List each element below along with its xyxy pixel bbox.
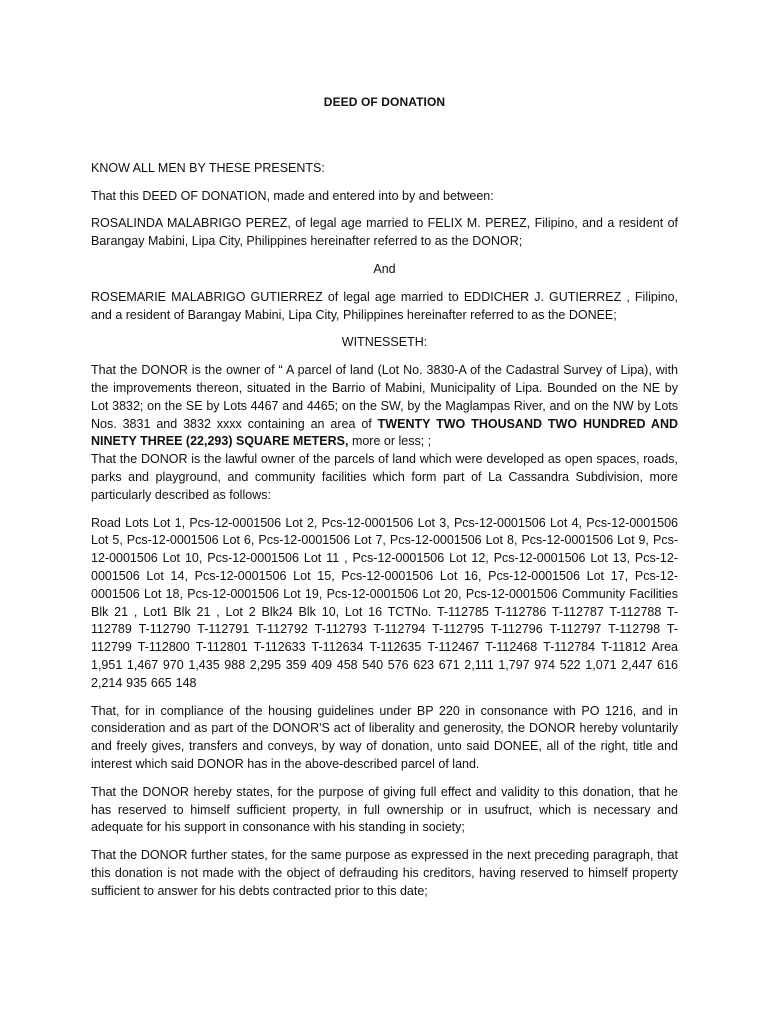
ownership-paragraph [91, 362, 678, 451]
area-bold-text: TWENTY TWO THOUSAND TWO HUNDRED AND NINETY THREE (22,293) SQUARE METERS, [91, 416, 679, 449]
donee-party-paragraph: ROSEMARIE MALABRIGO GUTIERREZ of legal age married to EDDICHER J. GUTIERREZ , Filipino, and a resident of Barangay Mabini, Lipa City, Philippines hereinafter referred to as the DONEE; [91, 289, 678, 322]
conjunction-and: And [373, 261, 396, 276]
ownership-tail: more or less; ; [348, 434, 432, 449]
reservation-paragraph: That the DONOR hereby states, for the purpose of giving full effect and validity to this donation, that he has reserved to himself sufficient property, in full ownership or in usufruct, which is necessary and adequate for his support in consonance with his standing in society; [91, 784, 678, 835]
witnesseth-heading: WITNESSETH: [341, 335, 428, 350]
document-title: DEED OF DONATION [323, 95, 446, 109]
opening-line: KNOW ALL MEN BY THESE PRESENTS: [91, 160, 325, 175]
lawful-owner-paragraph: That the DONOR is the lawful owner of the parcels of land which were developed as open spaces, roads, parks and playground, and community facilities which form part of La Cassandra Subdivision, more particularly described as follows: [91, 452, 678, 502]
compliance-paragraph: That, for in compliance of the housing guidelines under BP 220 in consonance with PO 1216, and in consideration and as part of the DONOR'S act of liberality and generosity, the DONOR hereby voluntarily and freely gives, transfers and conveys, by way of donation, unto said DONEE, all of the right, title and interest which said DONOR has in the above-described parcel of land. [91, 703, 678, 771]
lot-list-paragraph: Road Lots Lot 1, Pcs-12-0001506 Lot 2, Pcs-12-0001506 Lot 3, Pcs-12-0001506 Lot 4, Pcs-12-0001506 Lot 5, Pcs-12-0001506 Lot 6, Pcs-12-0001506 Lot 7, Pcs-12-0001506 Lot 8, Pcs-12-0001506 Lot 9, Pcs-12-0001506 Lot 10, Pcs-12-0001506 Lot 11 , Pcs-12-0001506 Lot 12, Pcs-12-0001506 Lot 13, Pcs-12-0001506 Lot 14, Pcs-12-0001506 Lot 15, Pcs-12-0001506 Lot 16, Pcs-12-0001506 Lot 17, Pcs-12-0001506 Lot 18, Pcs-12-0001506 Lot 19, Pcs-12-0001506 Lot 20, Pcs-12-0001506 Community Facilities Blk 21 , Lot1 Blk 21 , Lot 2 Blk24 Blk 10, Lot 16 TCTNo. T-112785 T-112786 T-112787 T-112788 T-112789 T-112790 T-112791 T-112792 T-112793 T-112794 T-112795 T-112796 T-112797 T-112798 T-112799 T-112800 T-112801 T-112633 T-112634 T-112635 T-112467 T-112468 T-112784 T-11812 Area 1,951 1,467 970 1,435 988 2,295 359 409 458 540 576 623 671 2,111 1,797 974 522 1,071 2,447 616 2,214 935 665 148 [91, 515, 678, 690]
donor-party-paragraph: ROSALINDA MALABRIGO PEREZ, of legal age married to FELIX M. PEREZ, Filipino, and a resident of Barangay Mabini, Lipa City, Philippines hereinafter referred to as the DONOR; [91, 216, 678, 249]
creditors-paragraph: That the DONOR further states, for the same purpose as expressed in the next preceding paragraph, that this donation is not made with the object of defrauding his creditors, having reserved to himself property sufficient to answer for his debts contracted prior to this date; [91, 848, 678, 898]
document-body [91, 94, 678, 910]
ownership-text: That the DONOR is the owner of “ A parcel of land (Lot No. 3830-A of the Cadastral Survey of Lipa), with the improvements thereon, situated in the Barrio of Mabini, Municipality of Lipa. Bounded on the NE by Lot 3832; on the SE by Lots 4467 and 4465; on the SW, by the Maglampas River, and on the NW by Lots Nos. 3831 and 3832 xxxx containing an area of [91, 363, 678, 431]
intro-paragraph: That this DEED OF DONATION, made and entered into by and between: [91, 188, 494, 203]
